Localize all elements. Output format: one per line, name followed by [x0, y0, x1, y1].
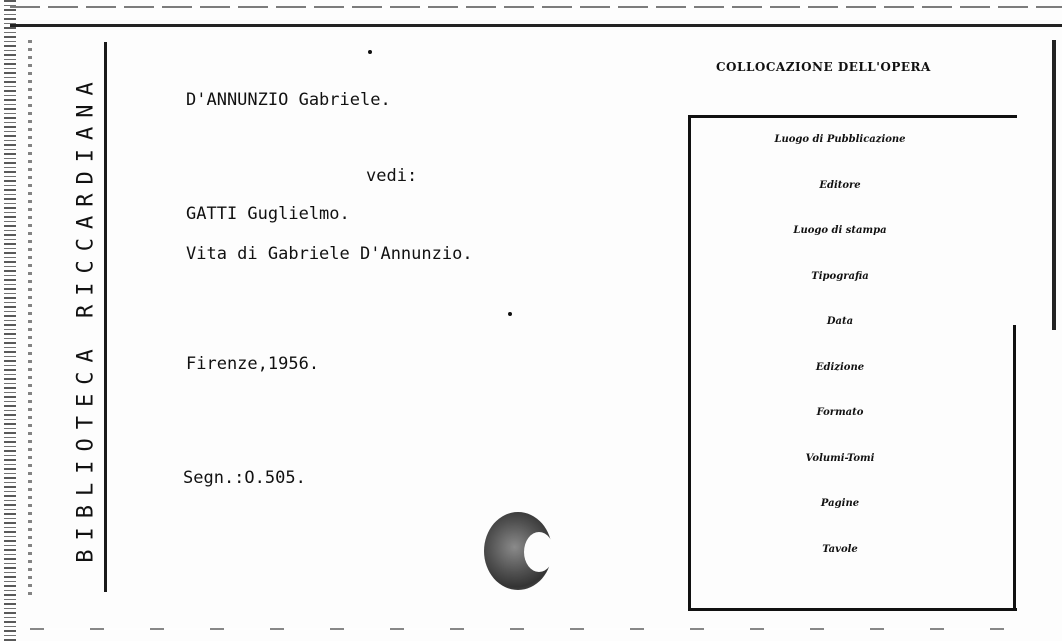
card-right-border — [1052, 40, 1056, 330]
collocazione-field: Edizione — [815, 361, 865, 373]
collocazione-field-list — [740, 128, 940, 583]
collocazione-field: Data — [826, 316, 854, 327]
collocazione-field: Volumi-Tomi — [805, 452, 875, 464]
collocazione-field: Luogo di stampa — [793, 225, 887, 236]
scan-edge-artifact-inner — [28, 40, 32, 600]
library-stamp — [484, 512, 552, 590]
scan-bottom-artifact — [30, 628, 1010, 630]
ink-dot — [508, 312, 512, 316]
author-heading: D'ANNUNZIO Gabriele. — [186, 90, 391, 110]
shelfmark: Segn.:O.505. — [183, 468, 306, 488]
collocazione-field: Tavole — [822, 543, 858, 555]
collocazione-field: Pagine — [820, 498, 860, 509]
scan-top-artifact — [10, 6, 1062, 8]
card-top-border — [10, 24, 1062, 27]
collocazione-field: Tipografia — [811, 270, 869, 282]
referenced-author: GATTI Guglielmo. — [186, 204, 350, 224]
scan-edge-artifact — [4, 0, 16, 641]
margin-rule — [104, 42, 107, 592]
imprint: Firenze,1956. — [186, 354, 320, 374]
referenced-title: Vita di Gabriele D'Annunzio. — [186, 244, 473, 264]
collocazione-field: Editore — [819, 179, 861, 191]
collocazione-field: Luogo di Pubblicazione — [774, 134, 906, 145]
ink-dot — [368, 50, 372, 54]
library-label: BIBLIOTECA RICCARDIANA — [73, 73, 99, 563]
see-label: vedi: — [366, 166, 418, 186]
collocazione-title: COLLOCAZIONE DELL'OPERA — [716, 60, 931, 74]
collocazione-field: Formato — [816, 407, 864, 418]
collocazione-box-right-border — [1013, 325, 1016, 608]
